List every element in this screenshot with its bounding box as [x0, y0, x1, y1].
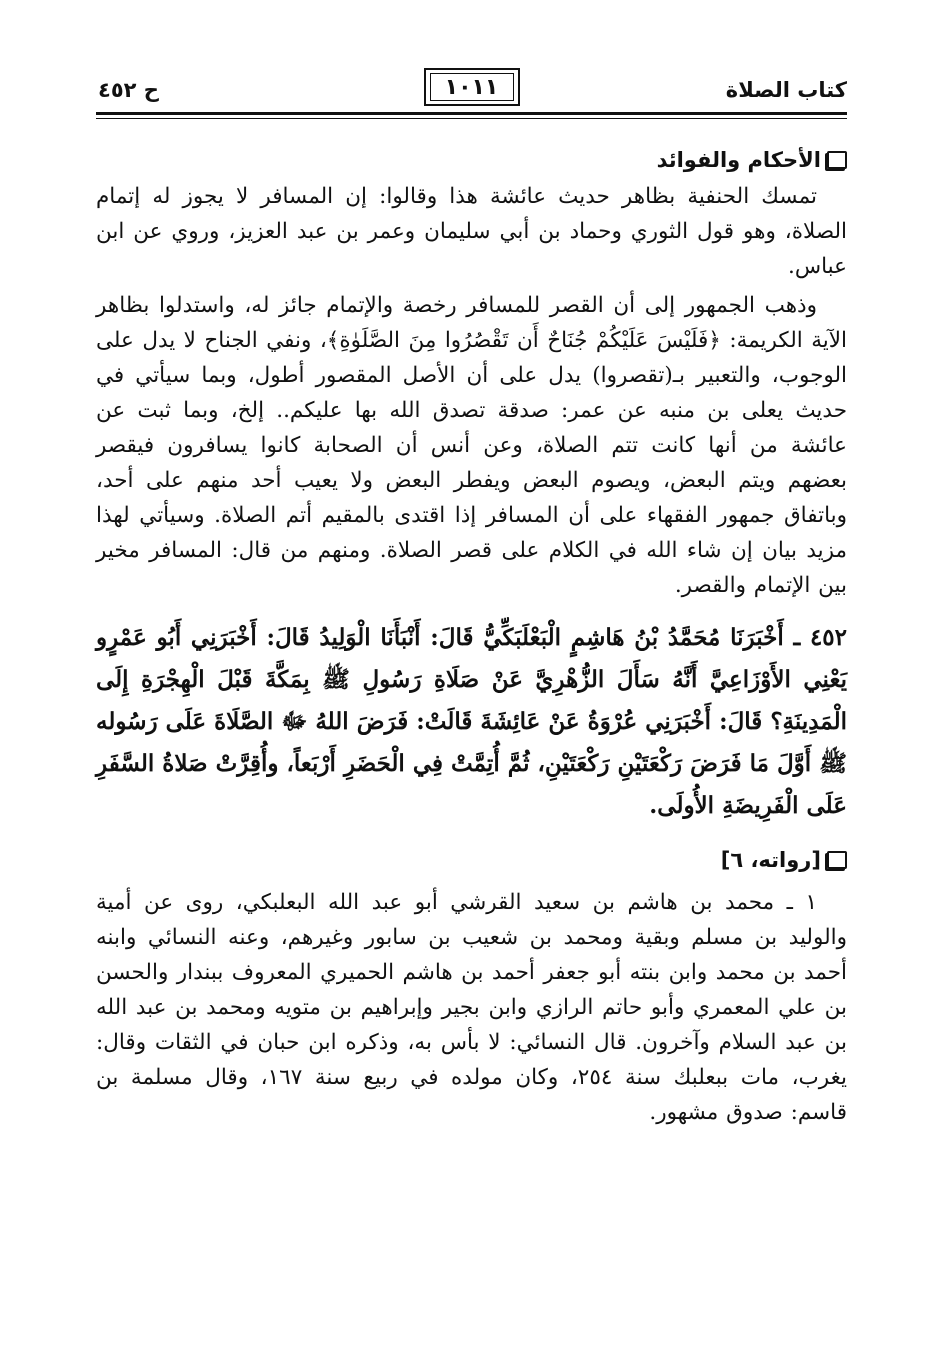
- page-number-box: [424, 68, 520, 106]
- checkbox-square-icon: [827, 851, 847, 869]
- book-page: [96, 66, 847, 1321]
- paragraph: [96, 179, 847, 284]
- section-heading-text: الأحكام والفوائد: [656, 148, 821, 172]
- section-heading-narrators: [96, 845, 847, 875]
- paragraph: [96, 288, 847, 603]
- header-rule-thick: [96, 112, 847, 115]
- checkbox-square-icon: [827, 151, 847, 169]
- rulings-body: [96, 179, 847, 603]
- paragraph-text: وذهب الجمهور إلى أن القصر للمسافر رخصة والإتمام جائز له، واستدلوا بظاهر الآية الكريمة: ﴿فَلَيْسَ عَلَيْكُمْ جُنَاحٌ أَن تَقْصُرُوا مِنَ الصَّلَوٰةِ﴾، ونفي الجناح لا يدل على الوجوب، والتعبير بـ(تقصروا) يدل على أن الأصل المقصور أطول، وبما سيأتي في حديث يعلى بن منبه عن عمر: صدقة تصدق الله بها عليكم.. إلخ، وبما ثبت عن عائشة من أنها كانت تتم الصلاة، وعن أنس أن الصحابة كانوا يسافرون فيقصر بعضهم ويتم البعض، ويصوم البعض ويفطر البعض ولا يعيب أحد منهم على أحد، وباتفاق جمهور الفقهاء على أن المسافر إذا اقتدى بالمقيم أتم الصلاة. وسيأتي لهذا مزيد بيان إن شاء الله في الكلام على قصر الصلاة. ومنهم من قال: المسافر مخير بين الإتمام والقصر.: [96, 293, 847, 598]
- narrator-paragraph: [96, 885, 847, 1130]
- book-title: كتاب الصلاة: [725, 78, 847, 102]
- page-number: ١٠١١: [444, 74, 499, 100]
- paragraph-text: ١ ـ محمد بن هاشم بن سعيد القرشي أبو عبد الله البعلبكي، روى عن أمية والوليد بن مسلم وبقية ومحمد بن شعيب بن سابور وغيرهم، وعنه النسائي وابنه أحمد بن محمد وابن بنته أبو جعفر أحمد بن هاشم الحميري المعروف ببندار والحسن بن علي المعمري وأبو حاتم الرازي وابن بجير وإبراهيم بن متويه ومحمد بن عبد الله بن عبد السلام وآخرون. قال النسائي: لا بأس به، وذكره ابن حبان في الثقات وقال: يغرب، مات ببعلبك سنة ٢٥٤، وكان مولده في ربيع سنة ١٦٧، وقال مسلمة بن قاسم: صدوق مشهور.: [96, 890, 847, 1125]
- header-rule-thin: [96, 118, 847, 119]
- section-heading-text: [رواته، ٦]: [720, 848, 821, 872]
- hadith-text: ٤٥٢ ـ أَخْبَرَنَا مُحَمَّدُ بْنُ هَاشِمٍ الْبَعْلَبَكِّيُّ قَالَ: أَنْبَأَنَا الْوَلِيدُ قَالَ: أَخْبَرَنِي أَبُو عَمْرٍو يَعْنِي الأَوْزَاعِيَّ أَنَّهُ سَأَلَ الزُّهْرِيَّ عَنْ صَلَاةِ رَسُولِ ﷺ بِمَكَّةَ قَبْلَ الْهِجْرَةِ إِلَى الْمَدِينَةِ؟ قَالَ: أَخْبَرَنِي عُرْوَةُ عَنْ عَائِشَةَ قَالَتْ: فَرَضَ اللهُ ﷻ الصَّلَاةَ عَلَى رَسُوله ﷺ أَوَّلَ مَا فَرَضَ رَكْعَتَيْنِ رَكْعَتَيْنِ، ثُمَّ أُتِمَّتْ فِي الْحَضَرِ أَرْبَعاً، وأُقِرَّتْ صَلاةُ السَّفَرِ عَلَى الْفَرِيضَةِ الأُولَى.: [96, 624, 847, 819]
- paragraph-text: تمسك الحنفية بظاهر حديث عائشة هذا وقالوا: إن المسافر لا يجوز له إتمام الصلاة، وهو قول الثوري وحماد بن أبي سليمان وعمر بن عبد العزيز، وروي عن ابن عباس.: [96, 184, 847, 279]
- hadith-reference: ح ٤٥٢: [98, 78, 159, 102]
- page-header: [96, 66, 847, 112]
- section-heading-rulings: [96, 145, 847, 175]
